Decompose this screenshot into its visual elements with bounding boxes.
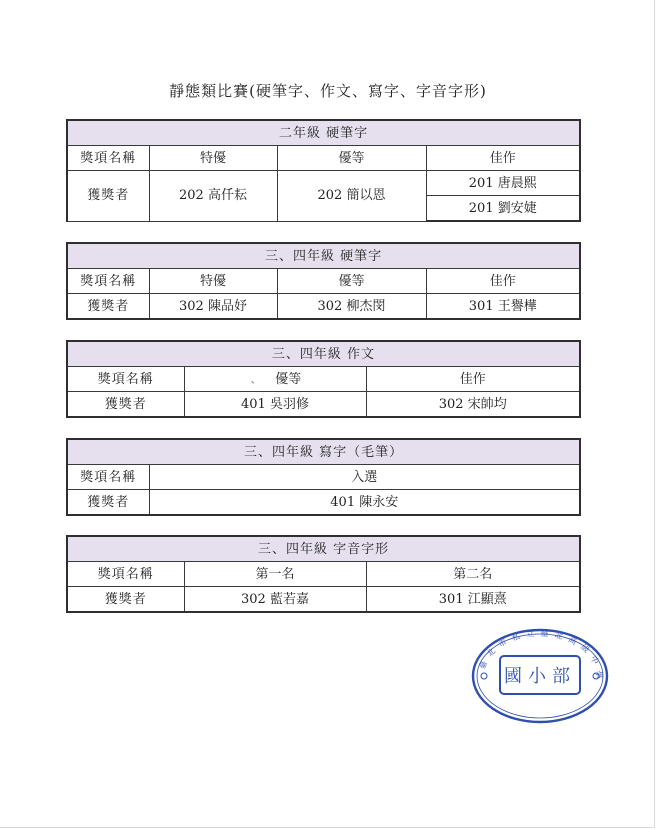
column-header-excellent-label: 優等 <box>275 371 302 387</box>
column-header-first-place: 第一名 <box>184 562 366 587</box>
column-header-award-name: 獎項名稱 <box>67 562 184 587</box>
seal-left-ornament <box>481 673 487 679</box>
row-label-winners: 獲獎者 <box>67 490 149 516</box>
award-table-grade34-essay <box>66 340 581 418</box>
column-header-excellent: 優等 <box>277 269 426 294</box>
winner-excellent: 401 吳羽修 <box>184 392 366 418</box>
winner-second-place: 301 江顯熹 <box>366 587 580 613</box>
award-table-grade34-pronunciation <box>66 535 581 613</box>
column-header-excellent <box>184 367 366 392</box>
column-header-award-name: 獎項名稱 <box>67 367 184 392</box>
column-header-merit: 佳作 <box>366 367 580 392</box>
winner-first-place: 302 藍若嘉 <box>184 587 366 613</box>
winner-merit: 302 宋帥均 <box>366 392 580 418</box>
column-header-special: 特優 <box>149 146 277 171</box>
table-header: 三、四年級 作文 <box>67 341 580 367</box>
winner-merit-1: 201 唐晨熙 <box>426 171 580 196</box>
winner-selected: 401 陳永安 <box>149 490 580 516</box>
winner-merit: 301 王譽樺 <box>426 294 580 320</box>
column-header-merit: 佳作 <box>426 269 580 294</box>
column-header-award-name: 獎項名稱 <box>67 269 149 294</box>
school-seal-stamp <box>470 628 610 724</box>
column-header-award-name: 獎項名稱 <box>67 146 149 171</box>
winner-special: 202 高仟耘 <box>149 171 277 222</box>
row-label-winners: 獲獎者 <box>67 171 149 222</box>
award-table-grade34-calligraphy <box>66 438 581 516</box>
row-label-winners: 獲獎者 <box>67 392 184 418</box>
row-label-winners: 獲獎者 <box>67 587 184 613</box>
document-title: 靜態類比賽(硬筆字、作文、寫字、字音字形) <box>169 82 487 100</box>
column-header-special: 特優 <box>149 269 277 294</box>
stray-mark: 、 <box>250 374 261 386</box>
table-header: 三、四年級 硬筆字 <box>67 243 580 269</box>
winner-excellent: 302 柳杰閔 <box>277 294 426 320</box>
column-header-award-name: 獎項名稱 <box>67 465 149 490</box>
table-header: 二年級 硬筆字 <box>67 120 580 146</box>
column-header-second-place: 第二名 <box>366 562 580 587</box>
row-label-winners: 獲獎者 <box>67 294 149 320</box>
seal-center-text: 國小部 <box>504 666 576 687</box>
winner-special: 302 陳品妤 <box>149 294 277 320</box>
winner-excellent: 202 簡以恩 <box>277 171 426 222</box>
winner-merit-2: 201 劉安婕 <box>426 196 580 222</box>
award-table-grade34-pen <box>66 242 581 320</box>
table-header: 三、四年級 寫字（毛筆） <box>67 439 580 465</box>
column-header-merit: 佳作 <box>426 146 580 171</box>
table-header: 三、四年級 字音字形 <box>67 536 580 562</box>
column-header-selected: 入選 <box>149 465 580 490</box>
award-table-grade2-pen <box>66 119 581 222</box>
column-header-excellent: 優等 <box>277 146 426 171</box>
seal-ring-text: 臺北市私立臺北高級中學 <box>477 628 604 685</box>
